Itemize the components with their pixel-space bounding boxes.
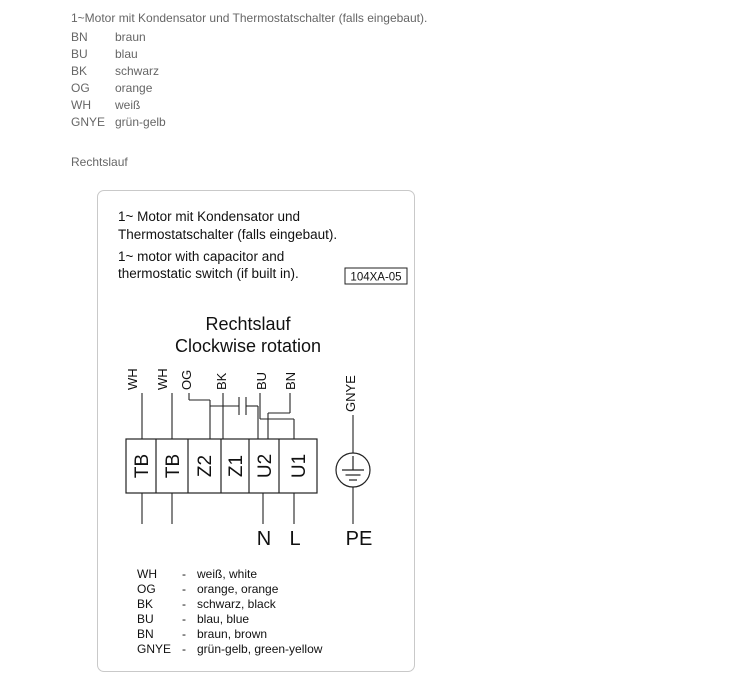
legend-meaning: orange, orange (197, 582, 279, 596)
desc-en-line2: thermostatic switch (if built in). (118, 266, 299, 281)
wire-label-wh-2: WH (155, 368, 170, 390)
color-code: GNYE (71, 115, 106, 129)
wiring-diagram-card (97, 190, 415, 672)
wiring-diagram (98, 191, 416, 673)
desc-en-line1: 1~ motor with capacitor and (118, 249, 285, 264)
color-row (71, 98, 166, 115)
legend-code: GNYE (137, 642, 172, 656)
color-code: BN (71, 30, 88, 44)
diagram-title-de: Rechtslauf (205, 314, 291, 334)
color-code: WH (71, 98, 91, 112)
color-row (71, 30, 166, 47)
terminal-tb-2: TB (163, 453, 184, 479)
color-name: blau (115, 47, 138, 61)
legend-dash: - (182, 582, 186, 596)
terminal-tb-1: TB (132, 453, 153, 479)
earth-ground-icon (336, 453, 370, 487)
color-name: orange (115, 81, 153, 95)
color-name: braun (115, 30, 146, 44)
model-code: 104XA-05 (350, 271, 402, 284)
color-code: BU (71, 47, 88, 61)
legend-dash: - (182, 597, 186, 611)
wire-label-bu: BU (254, 371, 269, 390)
wire-label-bk: BK (214, 372, 229, 390)
legend-dash: - (182, 567, 186, 581)
color-code-table (71, 30, 166, 132)
legend-dash: - (182, 642, 186, 656)
legend-code: BK (137, 597, 154, 611)
desc-de-line1: 1~ Motor mit Kondensator und (118, 209, 300, 224)
wire-label-wh-1: WH (125, 368, 140, 390)
terminal-u1: U1 (289, 453, 310, 479)
page-heading: 1~Motor mit Kondensator und Thermostatschalter (falls eingebaut). (71, 11, 428, 25)
legend-code: OG (137, 582, 156, 596)
terminal-z2: Z2 (195, 454, 216, 478)
color-row (71, 47, 166, 64)
legend-meaning: braun, brown (197, 627, 268, 641)
terminal-u2: U2 (255, 453, 276, 479)
legend-dash: - (182, 612, 186, 626)
color-code: OG (71, 81, 90, 95)
wire-label-og: OG (179, 369, 194, 390)
supply-label-l: L (289, 528, 301, 550)
color-row (71, 115, 166, 132)
legend-meaning: grün-gelb, green-yellow (197, 642, 323, 656)
color-name: schwarz (115, 64, 160, 78)
legend-code: BU (137, 612, 154, 626)
color-row (71, 81, 166, 98)
legend-code: WH (137, 567, 157, 581)
color-code: BK (71, 64, 88, 78)
supply-label-n: N (256, 528, 272, 550)
desc-de-line2: Thermostatschalter (falls eingebaut). (118, 227, 338, 242)
color-name: weiß (115, 98, 141, 112)
legend-meaning: schwarz, black (197, 597, 276, 611)
color-name: grün-gelb (115, 115, 166, 129)
legend-meaning: blau, blue (197, 612, 250, 626)
diagram-title-en: Clockwise rotation (174, 336, 322, 356)
diagram-legend (137, 567, 323, 656)
color-row (71, 64, 166, 81)
wire-label-bn: BN (283, 371, 298, 390)
section-title: Rechtslauf (71, 155, 128, 169)
wire-label-gnye: GNYE (343, 375, 358, 412)
supply-label-pe: PE (345, 528, 373, 550)
legend-meaning: weiß, white (197, 567, 258, 581)
legend-code: BN (137, 627, 154, 641)
terminal-z1: Z1 (226, 454, 247, 478)
legend-dash: - (182, 627, 186, 641)
